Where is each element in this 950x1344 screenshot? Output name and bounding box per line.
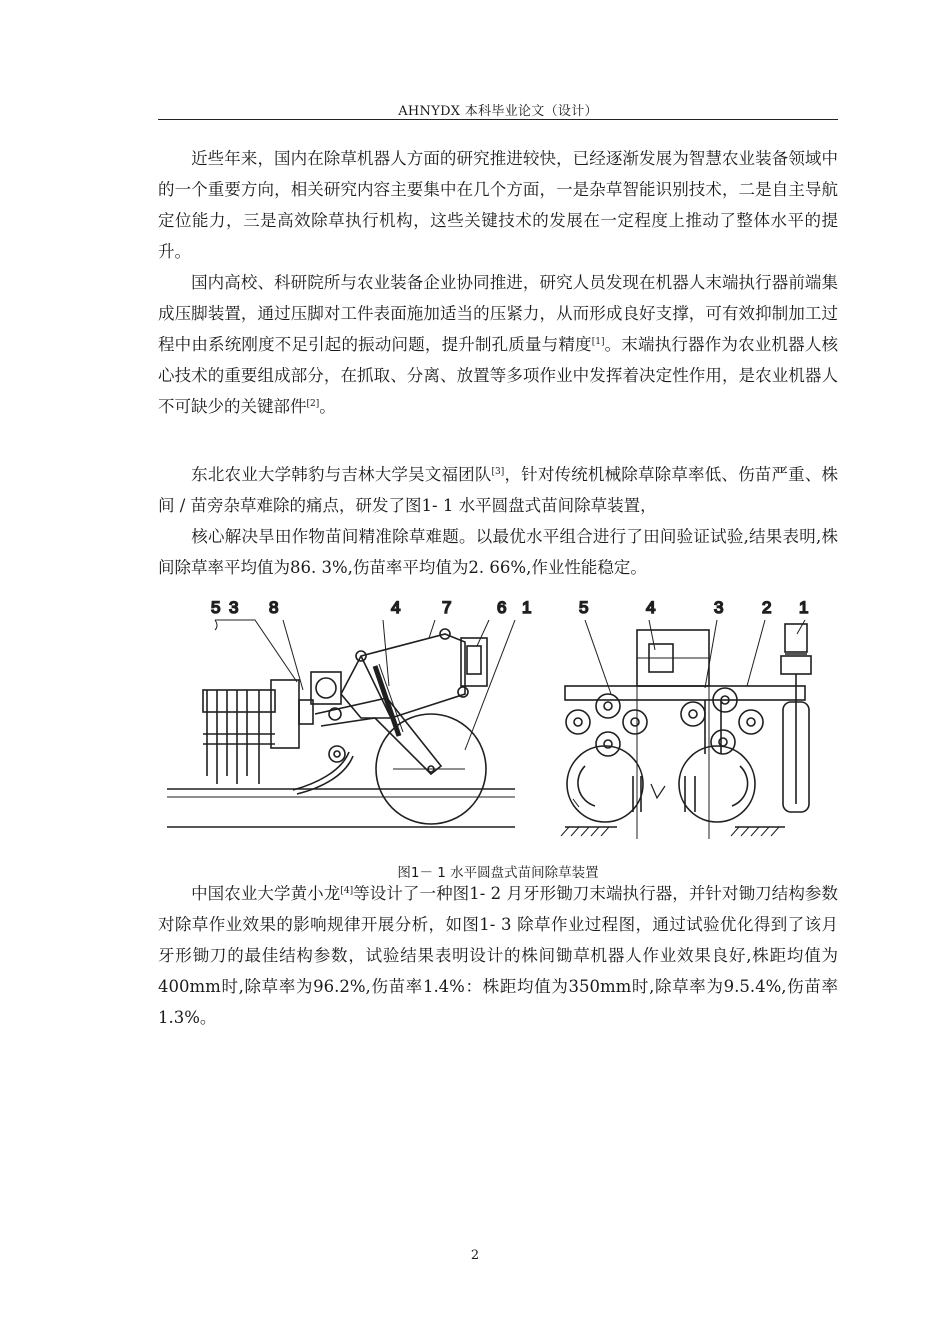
left-label-4: 4 [391, 598, 401, 617]
paragraph-2-text-c: 。 [319, 397, 336, 416]
page-number: 2 [470, 1248, 480, 1263]
right-label-1: 1 [799, 598, 809, 617]
header-rule [158, 119, 838, 120]
paragraph-4 [158, 521, 838, 583]
running-header: AHNYDX 本科毕业论文（设计） [398, 104, 598, 119]
left-label-7: 7 [442, 598, 452, 617]
paragraph-2-text-a: 国内高校、科研院所与农业装备企业协同推进，研究人员发现在机器人末端执行器前端集成压脚装置，通过压脚对工件表面施加适当的压紧力，从而形成良好支撑，可有效抑制加工过程中由系统刚度不足引起的振动问题，提升制孔质量与精度 [158, 273, 838, 354]
paragraph-2-text-b: 。末端执行器作为农业机器人核心技术的重要组成部分，在抓取、分离、放置等多项作业中发挥着决定性作用，是农业机器人不可缺少的关键部件 [158, 335, 839, 416]
left-label-5: 5 [211, 598, 221, 617]
left-label-8: 8 [269, 598, 279, 617]
left-label-1: 1 [522, 598, 532, 617]
citation-1: [1] [591, 337, 605, 347]
citation-3: [3] [491, 467, 505, 477]
paragraph-3-text-b: ，针对传统机械除草除草率低、伤苗严重、株间 / 苗旁杂草难除的痛点，研发了图1- 1 水平圆盘式苗间除草装置， [158, 465, 839, 515]
right-label-5: 5 [579, 598, 589, 617]
figure-weeding-device [165, 594, 835, 844]
citation-4: [4] [340, 886, 354, 896]
right-label-3: 3 [714, 598, 724, 617]
figure-caption: 图1－ 1 水平圆盘式苗间除草装置 [397, 865, 599, 881]
left-label-3: 3 [229, 598, 239, 617]
right-label-4: 4 [646, 598, 656, 617]
paragraph-3 [158, 459, 838, 521]
paragraph-2 [158, 267, 838, 422]
citation-2: [2] [306, 399, 320, 409]
paragraph-4-text: 核心解决旱田作物苗间精准除草难题。以最优水平组合进行了田间验证试验,结果表明,株间除草率平均值为86. 3%,伤苗率平均值为2. 66%,作业性能稳定。 [158, 527, 838, 577]
left-label-6: 6 [497, 598, 507, 617]
paragraph-1-text: 近些年来，国内在除草机器人方面的研究推进较快，已经逐渐发展为智慧农业装备领域中的一个重要方向，相关研究内容主要集中在几个方面，一是杂草智能识别技术，二是自主导航定位能力，三是高效除草执行机构，这些关键技术的发展在一定程度上推动了整体水平的提升。 [158, 149, 838, 261]
paragraph-1 [158, 143, 838, 267]
left-side-view-drawing [167, 620, 515, 827]
paragraph-3-text-a: 东北农业大学韩豹与吉林大学吴文福团队 [191, 465, 492, 484]
right-label-2: 2 [762, 598, 772, 617]
paragraph-5 [158, 878, 838, 1033]
paragraph-5-text-b: 等设计了一种图1- 2 月牙形锄刀末端执行器，并针对锄刀结构参数对除草作业效果的影响规律开展分析，如图1- 3 除草作业过程图，通过试验优化得到了该月牙形锄刀的最佳结构参数，试验结果表明设计的株间锄草机器人作业效果良好,株距均值为400mm时,除草率为96.2%,伤苗率1.4%：株距均值为350mm时,除草率为9.5.4%,伤苗率1.3%。 [158, 884, 839, 1027]
right-front-view-drawing [561, 620, 811, 839]
paragraph-5-text-a: 中国农业大学黄小龙 [191, 884, 341, 903]
